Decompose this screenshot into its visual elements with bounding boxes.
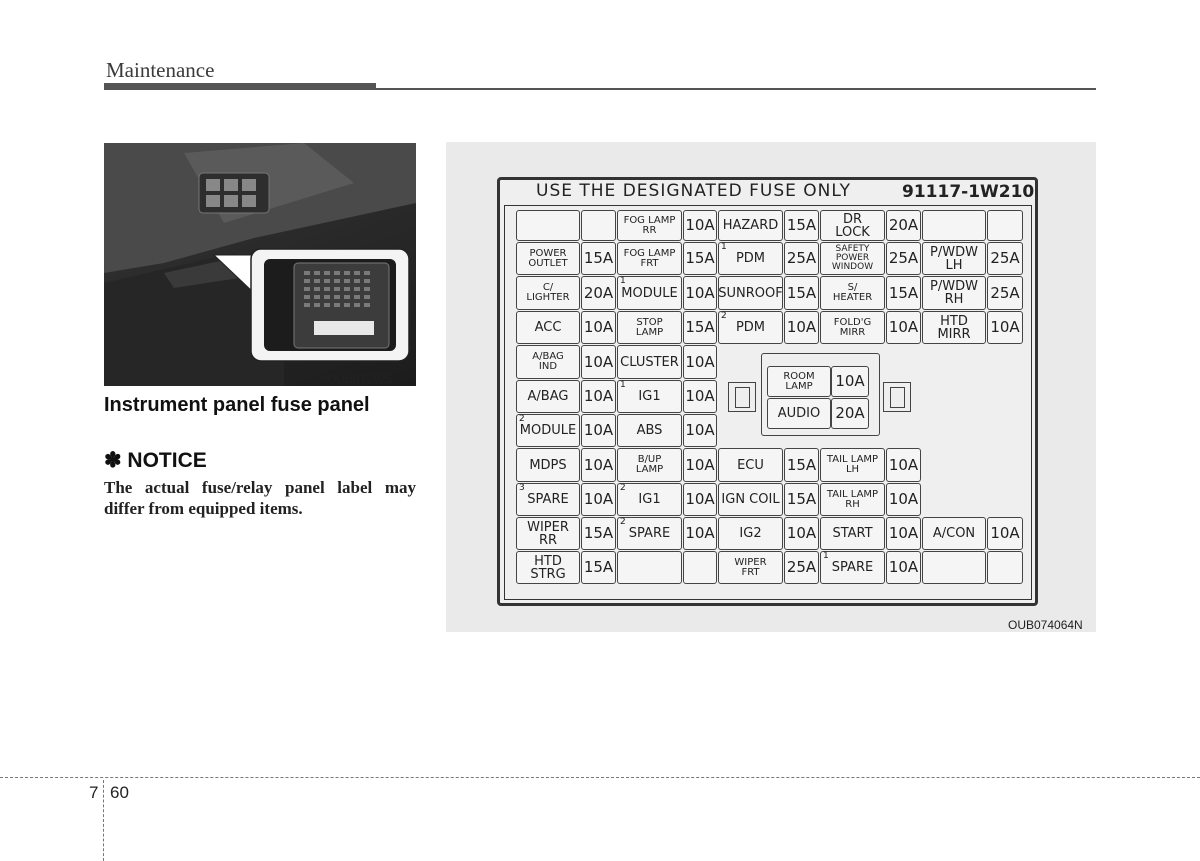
notice-title: ✽ NOTICE [104,449,207,472]
fuse-amp-cell [886,210,921,241]
fuse-amp-cell [683,517,717,550]
notice-text: The actual fuse/relay panel label may differ from equipped items. [104,478,416,518]
fuse-label-cell [617,311,682,344]
fuse-label: WIPER FRT [734,556,767,578]
fuse-index: 1 [823,551,829,561]
fuse-amperage: 10A [583,421,614,439]
fuse-index: 1 [721,242,727,252]
fuse-amperage: 10A [888,558,919,576]
fuse-amperage: 10A [685,216,715,234]
fuse-amperage: 15A [786,455,817,474]
fuse-index: 2 [519,414,525,424]
fuse-label-cell [516,242,580,275]
fuse-amp-cell [987,242,1023,275]
fuse-empty-slot [516,210,580,241]
fuse-label: SUNROOF [718,285,783,301]
fuse-label-cell [718,551,783,584]
fuse-label-cell [718,483,783,516]
fuse-label: PDM [735,251,766,266]
fuse-amperage: 10A [685,387,715,405]
fuse-empty-slot [581,210,616,241]
fuse-amperage: 25A [786,249,817,267]
fuse-label-cell [516,276,580,310]
fuse-amperage: 10A [685,421,715,439]
fuse-label: IG1 [638,389,661,404]
fuse-label-cell [820,242,885,275]
fuse-label: TAIL LAMP RH [826,488,879,510]
fuse-amp-cell [987,311,1023,344]
fuse-label: P/WDW LH [930,244,978,273]
fuse-amp-cell [683,483,717,516]
fuse-label-cell [718,517,783,550]
fuse-amp-cell [886,311,921,344]
fuse-amp-cell [581,483,616,516]
relay-slot-right-inner [890,387,905,408]
fuse-label-cell [820,311,885,344]
fuse-label: MDPS [529,457,567,473]
fuse-label-cell [617,242,682,275]
fuse-label-cell [617,448,682,482]
fuse-index: 2 [721,311,727,321]
fuse-label-cell [516,517,580,550]
fuse-label: ABS [636,423,663,438]
fuse-label-cell [718,276,783,310]
fuse-label-cell [516,380,580,413]
fuse-amperage: 10A [990,318,1020,336]
panel-header-text: USE THE DESIGNATED FUSE ONLY [536,181,851,201]
fuse-label: A/BAG IND [532,351,564,372]
fuse-amp-cell [683,380,717,413]
fuse-amperage: 10A [888,524,919,542]
fuse-amp-cell [683,414,717,447]
fuse-empty-slot [617,551,682,584]
fuse-label-cell [922,517,986,550]
fuse-amp-cell [683,345,717,379]
fuse-amp-cell [784,517,819,550]
fuse-amperage: 15A [583,249,614,267]
section-title: Instrument panel fuse panel [104,394,370,416]
fuse-label: ACC [534,320,562,335]
fuse-label-cell [820,448,885,482]
fuse-label: SPARE [831,560,874,575]
fuse-label-cell [820,276,885,310]
fuse-amperage: 10A [583,455,614,474]
fuse-amperage: 15A [685,318,715,336]
fuse-label: A/BAG [527,389,569,404]
fuse-amperage: 25A [786,558,817,576]
fuse-amperage: 10A [583,490,614,508]
fuse-label: SPARE [628,526,671,541]
fuse-amp-cell [683,242,717,275]
fuse-amperage: 10A [685,455,715,474]
fuse-label-cell [718,311,783,344]
fuse-amp-cell [784,448,819,482]
fuse-amperage: 15A [786,216,817,234]
header-rule-thin [376,88,1096,90]
fuse-label: DR LOCK [835,211,870,240]
fuse-label: P/WDW RH [930,279,978,307]
fuse-label-cell [820,210,885,241]
fuse-amperage: 20A [888,216,919,234]
fuse-label-cell [617,414,682,447]
fuse-label-cell [922,276,986,310]
diagram-code: OUB074064N [1008,618,1083,632]
fuse-amperage: 10A [685,352,715,371]
fuse-label-cell [922,311,986,344]
fuse-label: ROOM LAMP [783,370,815,392]
fuse-amperage: 15A [583,558,614,576]
chapter-number: 7 [89,783,99,802]
fuse-amp-cell [683,448,717,482]
fuse-label: ECU [737,457,764,473]
fuse-label: FOLD'G MIRR [833,316,872,338]
fuse-amp-cell [581,242,616,275]
fuse-label: B/UP LAMP [635,454,664,475]
fuse-label-cell [617,517,682,550]
fuse-label-cell [820,483,885,516]
fuse-label-cell [820,517,885,550]
fuse-amp-cell [784,242,819,275]
fuse-amp-cell [581,380,616,413]
fuse-amp-cell [581,448,616,482]
fuse-label: POWER OUTLET [528,247,568,269]
fuse-label-cell [516,345,580,379]
fuse-label-cell [617,210,682,241]
fuse-label-cell [617,276,682,310]
fuse-label-cell [516,414,580,447]
fuse-amp-cell [886,276,921,310]
fuse-label: START [832,526,873,541]
fuse-amperage: 25A [990,249,1020,267]
fuse-label: WIPER RR [527,519,569,548]
fuse-amp-cell [886,517,921,550]
fuse-label: MODULE [621,285,678,301]
fuse-amp-cell [581,414,616,447]
fuse-empty-slot [922,551,986,584]
fuse-index: 2 [620,517,626,527]
fuse-amperage: 15A [583,524,614,542]
fuse-panel-photo [104,143,416,386]
fuse-amperage: 10A [990,524,1020,542]
fuse-empty-slot [987,210,1023,241]
fuse-amperage: 10A [583,352,614,371]
fuse-amperage: 15A [888,283,919,302]
fuse-label-cell [718,448,783,482]
fuse-index: 1 [620,276,626,286]
fuse-amperage: 10A [583,318,614,336]
fuse-amp-cell [886,551,921,584]
fuse-label: FOG LAMP FRT [623,247,676,269]
fuse-label: C/ LIGHTER [526,282,570,303]
fuse-amp-cell [784,311,819,344]
photo-code: OUB071025 [327,372,394,386]
page-number: 60 [110,783,129,802]
fuse-amp-cell [581,345,616,379]
fuse-label: CLUSTER [620,354,679,370]
fuse-amp-cell [987,517,1023,550]
fuse-amperage: 10A [786,318,817,336]
fuse-amperage: 10A [835,372,865,390]
fuse-amp-cell [886,242,921,275]
fuse-amperage: 15A [685,249,715,267]
fuse-empty-slot [987,551,1023,584]
fuse-amp-cell [784,276,819,310]
fuse-index: 2 [620,483,626,493]
fuse-amperage: 15A [786,490,817,508]
fuse-amperage: 10A [786,524,817,542]
fuse-label-cell [718,242,783,275]
fuse-empty-slot [922,210,986,241]
fuse-amperage: 10A [685,490,715,508]
fuse-empty-slot [683,551,717,584]
fuse-amp-cell [784,551,819,584]
relay-box [761,353,880,436]
fuse-amp-cell [581,311,616,344]
fuse-label: IGN COIL [721,492,780,507]
fuse-amperage: 10A [583,387,614,405]
fuse-label-cell [922,242,986,275]
footer-divider [103,780,104,861]
fuse-label-cell [820,551,885,584]
fuse-label: MODULE [519,423,577,438]
fuse-amperage: 25A [990,283,1020,302]
fuse-amp-cell [886,448,921,482]
fuse-label: IG1 [638,492,661,507]
fuse-label: SPARE [527,492,569,507]
fuse-index: 3 [519,483,525,493]
fuse-label-cell [617,345,682,379]
fuse-index: 1 [620,380,626,390]
fuse-amp-cell [683,276,717,310]
footer-rule [0,777,1200,778]
fuse-label: PDM [735,320,766,335]
fuse-amp-cell [886,483,921,516]
fuse-label: HTD STRG [530,553,566,582]
relay-slot-left-inner [735,387,750,408]
fuse-amperage: 20A [835,404,865,422]
fuse-label: TAIL LAMP LH [826,454,879,475]
fuse-amp-cell [581,276,616,310]
fuse-amperage: 10A [888,455,919,474]
fuse-label: AUDIO [777,406,821,421]
fuse-amperage: 25A [888,249,919,267]
fuse-label-cell [718,210,783,241]
fuse-amperage: 10A [685,524,715,542]
fuse-amp-cell [683,311,717,344]
fuse-label-cell [617,483,682,516]
page-header-title: Maintenance [106,58,215,82]
header-rule [104,83,376,90]
fuse-label: S/ HEATER [832,282,873,303]
fuse-label-cell [516,448,580,482]
fuse-label: IG2 [739,526,762,541]
fuse-label: FOG LAMP RR [623,214,676,236]
fuse-amp-cell [683,210,717,241]
fuse-label: STOP LAMP [635,316,664,338]
fuse-amp-cell [784,483,819,516]
fuse-amp-cell [581,551,616,584]
fuse-amp-cell [987,276,1023,310]
fuse-label: A/CON [932,526,976,541]
fuse-amperage: 10A [685,283,715,302]
fuse-amperage: 10A [888,318,919,336]
fuse-label-cell [516,551,580,584]
fuse-label-cell [617,380,682,413]
fuse-amperage: 20A [583,283,614,302]
panel-part-number: 91117-1W210 [902,182,1035,202]
fuse-label: HAZARD [722,218,779,233]
fuse-label: HTD MIRR [937,313,971,342]
fuse-amperage: 10A [888,490,919,508]
fuse-amp-cell [581,517,616,550]
fuse-label: SAFETY POWER WINDOW [831,244,874,272]
fuse-label-cell [516,483,580,516]
fuse-amp-cell [784,210,819,241]
fuse-label-cell [516,311,580,344]
fuse-amperage: 15A [786,283,817,302]
